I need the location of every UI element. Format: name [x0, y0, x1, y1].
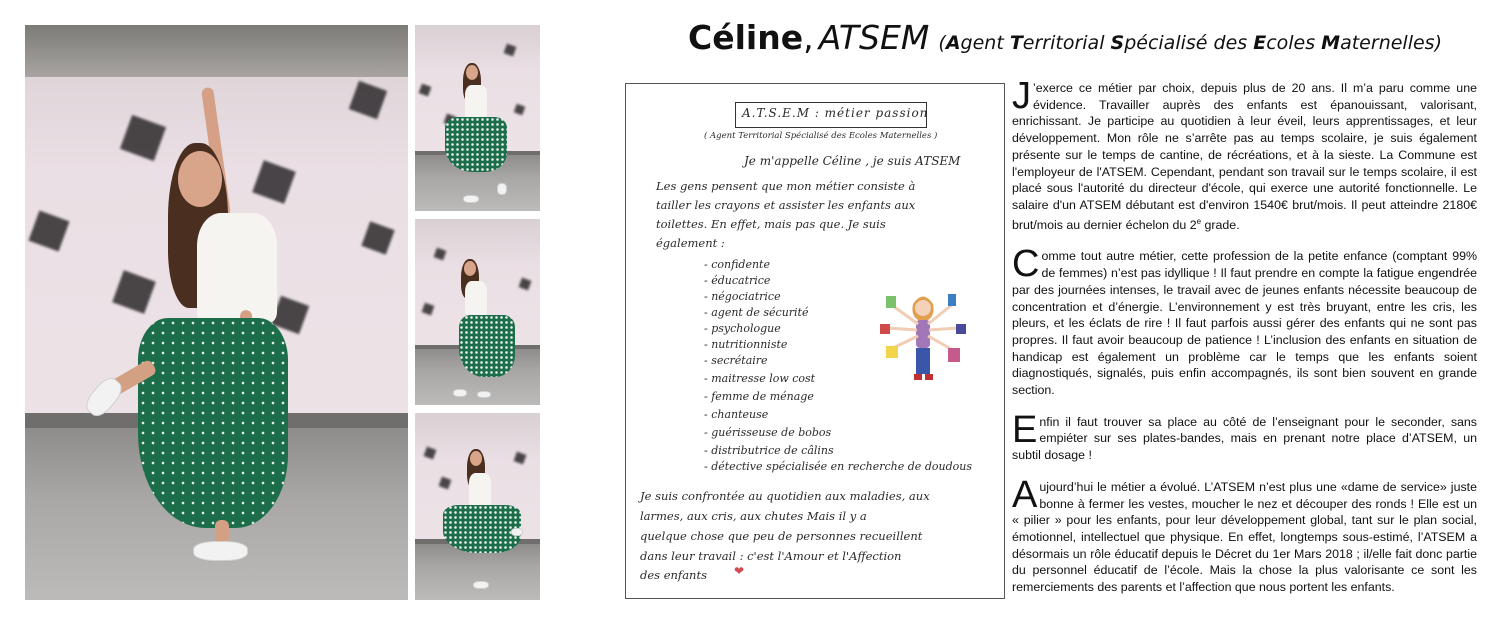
letter-list-item: - secrétaire — [704, 354, 768, 367]
shoe — [497, 183, 507, 195]
article-paragraph — [1012, 473, 1477, 596]
title-name: Céline — [688, 18, 804, 57]
shoe — [463, 195, 479, 203]
letter-list-item: - maitresse low cost — [704, 372, 816, 385]
letter-list-item: - confidente — [704, 258, 770, 271]
article-paragraph — [1012, 243, 1477, 398]
green-skirt — [445, 117, 507, 172]
letter-list-item: - détective spécialisée en recherche de doudous — [704, 460, 972, 473]
face — [178, 151, 222, 207]
woman-figure — [25, 25, 408, 600]
main-photo — [25, 25, 408, 600]
title-role: ATSEM — [818, 18, 930, 57]
face — [470, 451, 482, 466]
shoe — [473, 581, 489, 589]
subtitle-fragment: ( — [938, 32, 946, 54]
subtitle-initial: M — [1321, 32, 1341, 54]
letter-list-item: - distributrice de câlins — [704, 444, 834, 457]
subtitle-initial: E — [1253, 32, 1267, 54]
letter-list-item: - guérisseuse de bobos — [704, 426, 832, 439]
woman-figure — [415, 25, 540, 211]
paragraph-text: ’exerce ce métier par choix, depuis plus de 20 ans. Il m’a paru comme une évidence. Travailler auprès des enfants est épanouissant, valorisant, enrichissant. Je participe au quotidien à leur éveil, leurs apprentissages, et leur développement. Mon rôle ne s’arrête pas au temps scolaire, je suis également présente sur le temps de cantine, de récréations, et à la sieste. La Commune est l'employeur de l'ATSEM. Cependant, pendant son travail sur le temps scolaire, il est placé sous l'autorité du directeur d'école, qui exerce une autorité fonctionnelle. Le salaire d'un ATSEM débutant est d'environ 1540€ brut/mois. Il peut atteindre 2180€ brut/mois au dernier échelon du 2 — [1012, 81, 1477, 232]
subtitle-fragment: gent — [960, 32, 1010, 54]
drop-cap: C — [1012, 243, 1040, 286]
shoe — [511, 528, 523, 536]
green-skirt — [443, 505, 521, 553]
green-skirt — [138, 318, 288, 528]
subtitle-fragment: coles — [1266, 32, 1322, 54]
thumbnail-photo-2 — [415, 219, 540, 405]
letter-list-item: - femme de ménage — [704, 390, 814, 403]
shoe — [477, 391, 491, 398]
letter-line: Les gens pensent que mon métier consiste à — [656, 179, 916, 193]
drop-cap: J — [1012, 75, 1031, 117]
subtitle-initial: S — [1110, 32, 1125, 54]
heart-icon: ❤ — [734, 564, 745, 578]
superscript: e — [1196, 216, 1202, 226]
white-top — [465, 85, 487, 117]
letter-line: dans leur travail : c'est l'Amour et l'Affection — [640, 549, 902, 563]
letter-line: tailler les crayons et assister les enfants aux — [656, 198, 916, 212]
letter-line: Je suis confrontée au quotidien aux maladies, aux — [640, 489, 930, 503]
letter-line: toilettes. En effet, mais pas que. Je suis — [656, 217, 886, 231]
page-title — [688, 18, 1442, 57]
subtitle-fragment: aternelles) — [1340, 32, 1442, 54]
face — [466, 65, 478, 80]
white-top — [197, 213, 277, 323]
letter-list-item: - nutritionniste — [704, 338, 788, 351]
letter-list-item: - psychologue — [704, 322, 781, 335]
title-comma: , — [803, 18, 814, 57]
paragraph-text: ujourd’hui le métier a évolué. L’ATSEM n’est plus une «dame de service» juste bonne à fermer les vestes, moucher le nez et découper des ronds ! Elle est un « pilier » pour les enfants, pour leur développement global, tant sur le plan social, émotionnel, intellectuel que physique. En effet, longtemps sous-estimé, l’ATSEM a désormais un rôle éducatif depuis le Décret du 1er Mars 2018 ; il/elle fait donc partie du personnel éducatif de l’école. Mais la chose la plus valorisante ce sont les remerciements des parents et l’affection que nous portent les enfants. — [1012, 479, 1477, 595]
paragraph-text: omme tout autre métier, cette profession de la petite enfance (comptant 99% de femmes) n’est pas idyllique ! Il faut prendre en compte la fatigue engendrée par des journées intenses, le travail avec de jeunes enfants nécessite beaucoup de concentration et d’énergie. L’environnement y est très bruyant, entre les cris, les pleurs, et les éclats de rire ! Il faut parfois aussi gérer des enfants qui ne sont pas propres. Il faut avoir beaucoup de patience ! L’inclusion des enfants en situation de handicap est également un problème car le temps que les enfants soient diagnostiqués, signalés, puis enfin accompagnés, ils sont bien souvent en grande section. — [1012, 249, 1477, 398]
letter-line: larmes, aux cris, aux chutes Mais il y a — [640, 509, 867, 523]
article-body — [1012, 75, 1477, 611]
letter-line: quelque chose que peu de personnes recueillent — [640, 529, 923, 543]
letter-list-item: - négociatrice — [704, 290, 781, 303]
letter-intro: Je m'appelle Céline , je suis ATSEM — [744, 154, 961, 168]
letter-list-item: - agent de sécurité — [704, 306, 809, 319]
multi-armed-woman-illustration — [878, 284, 968, 394]
article-paragraph — [1012, 408, 1477, 464]
letter-line: également : — [656, 236, 725, 250]
green-skirt — [459, 315, 515, 377]
title-subtitle — [938, 32, 1442, 54]
subtitle-initial: A — [945, 32, 961, 54]
letter-line: des enfants — [640, 568, 707, 582]
letter-title: A.T.S.E.M : métier passion — [742, 106, 929, 120]
letter-subtitle: ( Agent Territorial Spécialisé des Ecoles Maternelles ) — [704, 131, 938, 141]
thumbnail-photo-1 — [415, 25, 540, 211]
woman-figure — [415, 219, 540, 405]
paragraph-text: nfin il faut trouver sa place au côté de l’enseignant pour le seconder, sans empiéter sur ses plates-bandes, mais en prenant notre place d’ATSEM, un subtil dosage ! — [1012, 414, 1477, 463]
drop-cap: E — [1012, 408, 1038, 451]
white-top — [465, 281, 487, 315]
letter-list-item: - chanteuse — [704, 408, 769, 421]
white-top — [469, 473, 491, 505]
woman-figure — [415, 413, 540, 600]
article-paragraph — [1012, 75, 1477, 233]
face — [464, 261, 476, 276]
drop-cap: A — [1012, 473, 1038, 516]
paragraph-text-tail: grade. — [1201, 217, 1240, 232]
shoe — [453, 389, 467, 397]
subtitle-initial: T — [1009, 32, 1023, 54]
letter-list-item: - éducatrice — [704, 274, 771, 287]
subtitle-fragment: erritorial — [1022, 32, 1111, 54]
standing-shoe — [193, 541, 248, 561]
handwritten-letter — [625, 83, 1005, 599]
thumbnail-photo-3 — [415, 413, 540, 600]
subtitle-fragment: pécialisé des — [1124, 32, 1254, 54]
